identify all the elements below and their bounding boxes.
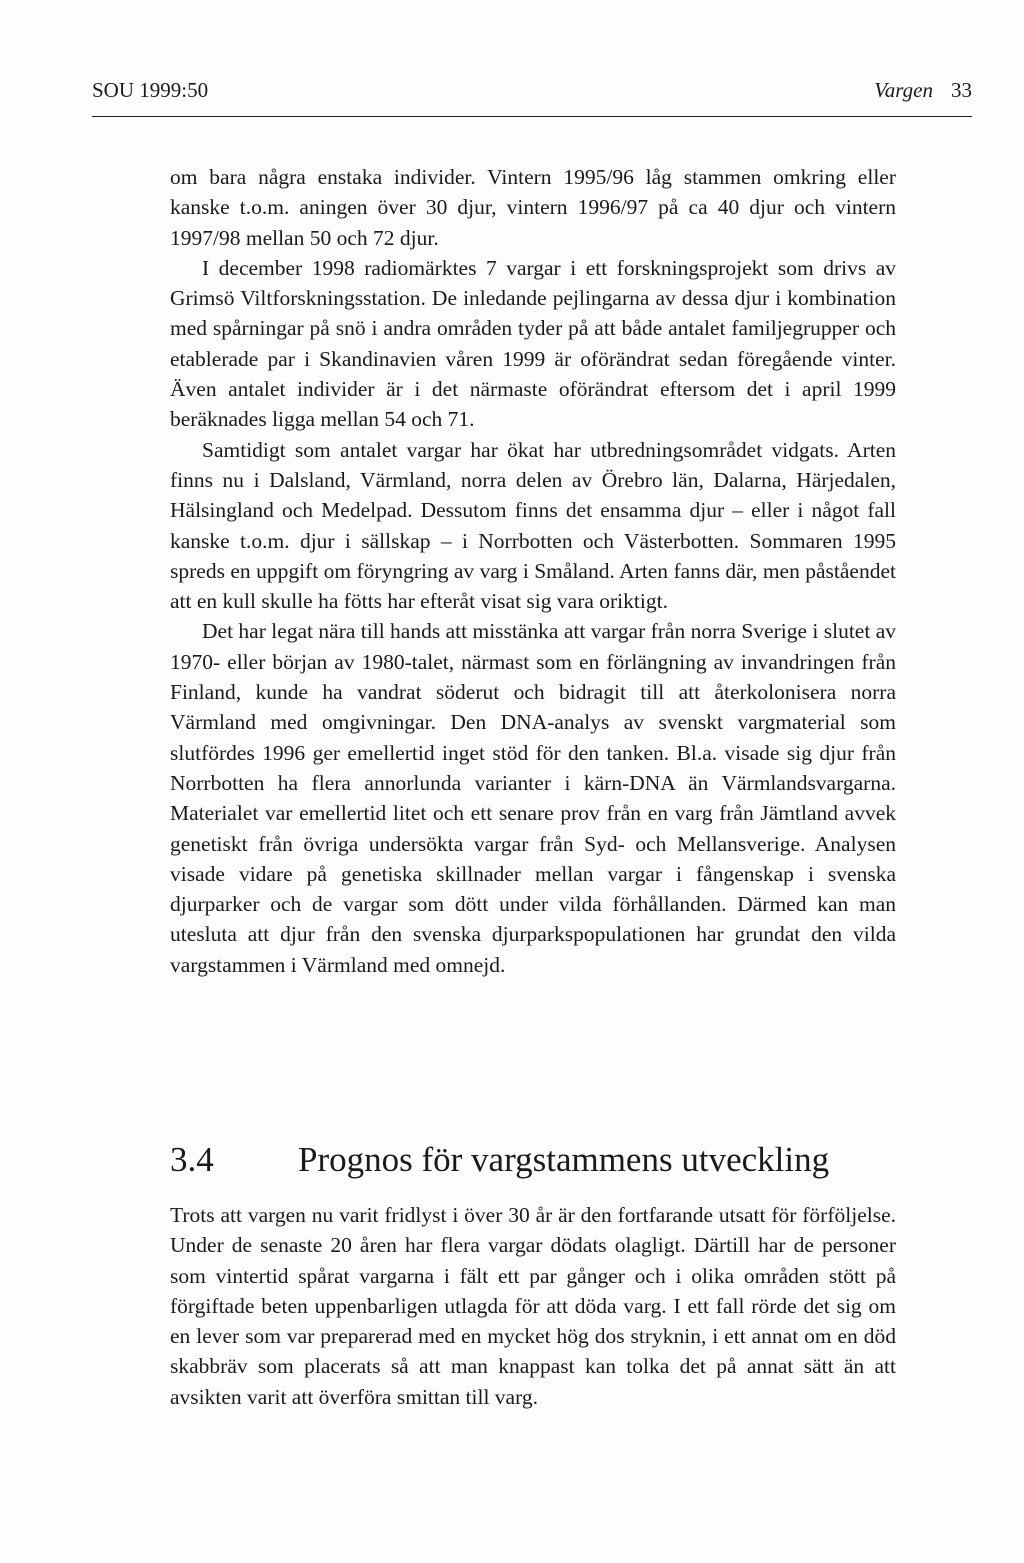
- body-text: [170, 162, 896, 980]
- section-number: 3.4: [170, 1140, 214, 1179]
- chapter-title: Vargen: [874, 78, 933, 102]
- section-body: [170, 1200, 896, 1412]
- running-header: [92, 76, 972, 106]
- section-title: Prognos för vargstammens utveckling: [298, 1140, 830, 1179]
- header-right: [874, 76, 972, 104]
- paragraph: Samtidigt som antalet vargar har ökat har utbredningsområdet vidgats. Arten finns nu i Dalsland, Värmland, norra delen av Örebro län, Dalarna, Härjedalen, Hälsingland och Medelpad. Dessutom finns det ensamma djur – eller i något fall kanske t.o.m. djur i sällskap – i Norrbotten och Västerbotten. Sommaren 1995 spreds en uppgift om föryngring av varg i Småland. Arten fanns där, men påståendet att en kull skulle ha fötts har efteråt visat sig vara oriktigt.: [170, 437, 896, 614]
- header-rule: [92, 116, 972, 117]
- paragraph: Det har legat nära till hands att misstänka att vargar från norra Sverige i slutet av 1970- eller början av 1980-talet, närmast som en förlängning av invandringen från Finland, kunde ha vandrat söderut och bidragit till att återkolonisera norra Värmland med omgivningar. Den DNA-analys av svenskt vargmaterial som slutfördes 1996 ger emellertid inget stöd för den tanken. Bl.a. visade sig djur från Norrbotten ha flera annorlunda varianter i kärn-DNA än Värmlandsvargarna. Materialet var emellertid litet och ett senare prov från en varg från Jämtland avvek genetiskt från övriga undersökta vargar från Syd- och Mellansverige. Analysen visade vidare på genetiska skillnader mellan vargar i fångenskap i svenska djurparker och de vargar som dött under vilda förhållanden. Därmed kan man utesluta att djur från den svenska djurparkspopulationen har grundat den vilda vargstammen i Värmland med omnejd.: [170, 619, 896, 977]
- report-number: SOU 1999:50: [92, 78, 209, 102]
- paragraph: om bara några enstaka individer. Vintern 1995/96 låg stammen omkring eller kanske t.o.m. aningen över 30 djur, vintern 1996/97 på ca 40 djur och vintern 1997/98 mellan 50 och 72 djur.: [170, 165, 896, 250]
- paragraph: Trots att vargen nu varit fridlyst i över 30 år är den fortfarande utsatt för förföljelse. Under de senaste 20 åren har flera vargar dödats olagligt. Därtill har de personer som vintertid spårat vargarna i fält ett par gånger och i olika områden stött på förgiftade beten uppenbarligen utlagda för att döda varg. I ett fall rörde det sig om en lever som var preparerad med en mycket hög dos stryknin, i ett annat om en död skabbräv som placerats så att man knappast kan tolka det på annat sätt än att avsikten varit att överföra smittan till varg.: [170, 1203, 896, 1409]
- section-heading: [170, 1138, 896, 1182]
- page-number: 33: [951, 78, 972, 102]
- paragraph: I december 1998 radiomärktes 7 vargar i ett forskningsprojekt som drivs av Grimsö Viltforskningsstation. De inledande pejlingarna av dessa djur i kombination med spårningar på snö i andra områden tyder på att både antalet familjegrupper och etablerade par i Skandinavien våren 1999 är oförändrat sedan föregående vinter. Även antalet individer är i det närmaste oförändrat eftersom det i april 1999 beräknades ligga mellan 54 och 71.: [170, 255, 896, 432]
